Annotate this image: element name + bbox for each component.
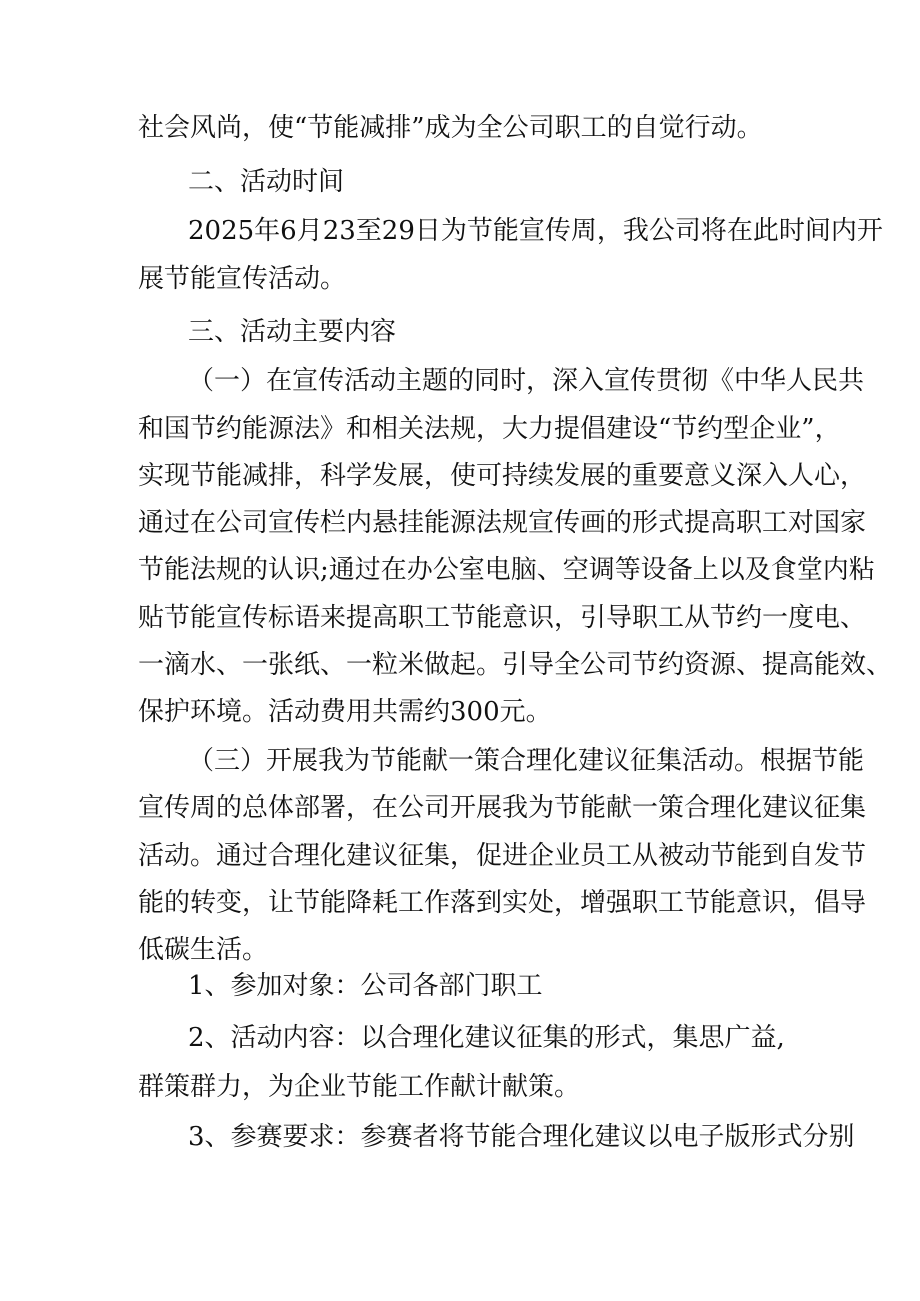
paragraph-line: 活动。通过合理化建议征集，促进企业员工从被动节能到自发节 (138, 841, 867, 871)
paragraph-line: （一）在宣传活动主题的同时，深入宣传贯彻《中华人民共 (188, 366, 865, 396)
paragraph-line: 和国节约能源法》和相关法规，大力提倡建设“节约型企业”， (138, 414, 841, 444)
paragraph-line: 2025年6月23至29日为节能宣传周，我公司将在此时间内开 (188, 216, 883, 246)
paragraph-line: 群策群力，为企业节能工作献计献策。 (138, 1072, 581, 1102)
paragraph-line: 社会风尚，使“节能减排”成为全公司职工的自觉行动。 (138, 113, 763, 143)
section-heading-main-content: 三、活动主要内容 (188, 317, 397, 347)
paragraph-line: 节能法规的认识;通过在办公室电脑、空调等设备上以及食堂内粘 (138, 555, 875, 585)
paragraph-line: 通过在公司宣传栏内悬挂能源法规宣传画的形式提高职工对国家 (138, 508, 867, 538)
paragraph-line: 贴节能宣传标语来提高职工节能意识，引导职工从节约一度电、 (138, 603, 867, 633)
paragraph-line: 宣传周的总体部署，在公司开展我为节能献一策合理化建议征集 (138, 793, 867, 823)
list-item-content: 2、活动内容：以合理化建议征集的形式，集思广益, (188, 1023, 785, 1053)
section-heading-activity-time: 二、活动时间 (188, 167, 345, 197)
paragraph-line: 展节能宣传活动。 (138, 264, 347, 294)
paragraph-line: 能的转变，让节能降耗工作落到实处，增强职工节能意识，倡导 (138, 888, 867, 918)
list-item-participants: 1、参加对象：公司各部门职工 (188, 971, 543, 1001)
paragraph-line: 实现节能减排，科学发展，使可持续发展的重要意义深入人心， (138, 461, 867, 491)
paragraph-line: 低碳生活。 (138, 935, 269, 965)
list-item-requirements: 3、参赛要求：参赛者将节能合理化建议以电子版形式分别 (188, 1122, 855, 1152)
paragraph-line: （三）开展我为节能献一策合理化建议征集活动。根据节能 (188, 746, 865, 776)
paragraph-line: 一滴水、一张纸、一粒米做起。引导全公司节约资源、提高能效、 (138, 650, 893, 680)
paragraph-line: 保护环境。活动费用共需约300元。 (138, 697, 552, 727)
